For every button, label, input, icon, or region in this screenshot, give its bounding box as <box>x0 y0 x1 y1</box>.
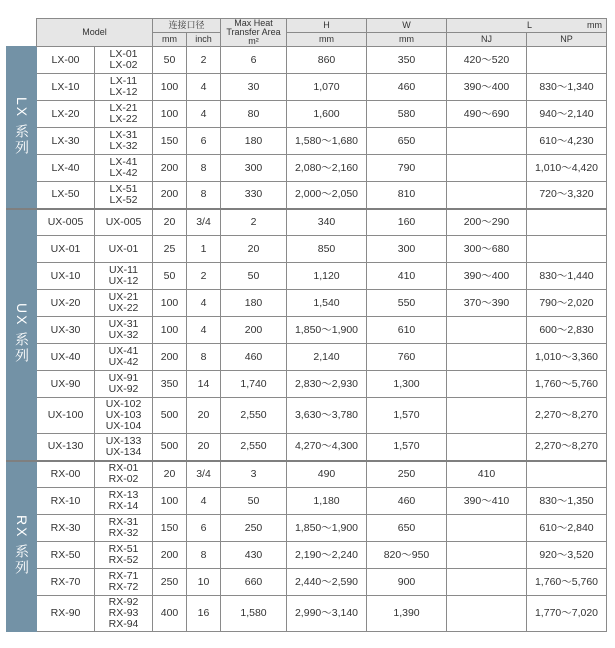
cell-inch: 16 <box>187 596 221 632</box>
submodel: UX-21 <box>108 291 139 303</box>
submodel: UX-22 <box>108 302 139 314</box>
cell-w: 460 <box>367 488 447 515</box>
cell-area: 2,550 <box>221 398 287 434</box>
submodel: LX-42 <box>109 167 138 179</box>
cell-nj: 390〜410 <box>447 488 527 515</box>
submodel: UX-01 <box>108 242 139 255</box>
cell-mm: 350 <box>153 371 187 398</box>
cell-h: 1,070 <box>287 74 367 101</box>
submodel: UX-32 <box>108 329 139 341</box>
cell-submodels <box>95 542 153 569</box>
cell-np <box>527 209 607 236</box>
cell-model: UX-10 <box>37 263 95 290</box>
cell-np: 1,760〜5,760 <box>527 569 607 596</box>
table-row <box>7 236 607 263</box>
submodel: UX-92 <box>108 383 139 395</box>
cell-h: 1,850〜1,900 <box>287 317 367 344</box>
header-area <box>221 19 287 47</box>
cell-submodels <box>95 434 153 461</box>
submodel: LX-31 <box>109 129 138 141</box>
submodel: RX-94 <box>108 618 139 630</box>
cell-model: LX-30 <box>37 128 95 155</box>
table-row <box>7 263 607 290</box>
header-h-unit: mm <box>287 33 367 47</box>
cell-area: 6 <box>221 47 287 74</box>
cell-inch: 20 <box>187 434 221 461</box>
submodel: UX-005 <box>105 215 142 228</box>
cell-area: 2 <box>221 209 287 236</box>
submodel: RX-93 <box>108 607 139 619</box>
submodel: UX-91 <box>108 372 139 384</box>
submodel: RX-31 <box>108 516 139 528</box>
cell-h: 2,000〜2,050 <box>287 182 367 209</box>
cell-area: 50 <box>221 263 287 290</box>
cell-nj <box>447 596 527 632</box>
corner-blank <box>7 19 37 47</box>
cell-mm: 200 <box>153 542 187 569</box>
cell-model: UX-130 <box>37 434 95 461</box>
cell-submodels <box>95 290 153 317</box>
cell-np: 790〜2,020 <box>527 290 607 317</box>
cell-mm: 200 <box>153 155 187 182</box>
cell-nj: 390〜400 <box>447 263 527 290</box>
cell-np: 610〜4,230 <box>527 128 607 155</box>
submodel: RX-51 <box>108 543 139 555</box>
header-w: W <box>367 19 447 33</box>
cell-submodels <box>95 461 153 488</box>
cell-np: 830〜1,350 <box>527 488 607 515</box>
cell-submodels <box>95 398 153 434</box>
cell-inch: 4 <box>187 290 221 317</box>
cell-h: 4,270〜4,300 <box>287 434 367 461</box>
submodel: UX-11 <box>109 264 138 276</box>
cell-np: 830〜1,440 <box>527 263 607 290</box>
cell-inch: 14 <box>187 371 221 398</box>
submodel: RX-13 <box>108 489 139 501</box>
cell-nj: 390〜400 <box>447 74 527 101</box>
series-label-text: RX 系列 <box>14 515 30 577</box>
table-row <box>7 155 607 182</box>
submodel: UX-104 <box>105 420 142 432</box>
series-label <box>7 461 37 632</box>
table-row <box>7 515 607 542</box>
cell-inch: 4 <box>187 317 221 344</box>
cell-np: 600〜2,830 <box>527 317 607 344</box>
cell-nj <box>447 434 527 461</box>
cell-w: 1,570 <box>367 398 447 434</box>
header-inch: inch <box>187 33 221 47</box>
cell-mm: 25 <box>153 236 187 263</box>
cell-h: 1,540 <box>287 290 367 317</box>
table-row <box>7 128 607 155</box>
submodel: LX-22 <box>109 113 138 125</box>
cell-area: 300 <box>221 155 287 182</box>
table-row <box>7 47 607 74</box>
table-row <box>7 461 607 488</box>
cell-submodels <box>95 344 153 371</box>
cell-inch: 8 <box>187 542 221 569</box>
header-l-unit: mm <box>587 20 602 30</box>
cell-area: 330 <box>221 182 287 209</box>
submodel: RX-01 <box>108 462 139 475</box>
cell-area: 1,740 <box>221 371 287 398</box>
cell-nj <box>447 128 527 155</box>
cell-w: 790 <box>367 155 447 182</box>
cell-nj: 420〜520 <box>447 47 527 74</box>
submodel: UX-133 <box>105 434 142 447</box>
cell-submodels <box>95 47 153 74</box>
cell-np: 720〜3,320 <box>527 182 607 209</box>
table-row <box>7 569 607 596</box>
cell-model: RX-00 <box>37 461 95 488</box>
cell-h: 490 <box>287 461 367 488</box>
submodel: RX-71 <box>108 570 139 582</box>
submodel: LX-12 <box>109 86 138 98</box>
cell-h: 1,580〜1,680 <box>287 128 367 155</box>
table-row <box>7 434 607 461</box>
cell-area: 660 <box>221 569 287 596</box>
cell-nj <box>447 371 527 398</box>
cell-nj <box>447 317 527 344</box>
cell-nj <box>447 182 527 209</box>
cell-w: 820〜950 <box>367 542 447 569</box>
cell-inch: 2 <box>187 263 221 290</box>
cell-np: 920〜3,520 <box>527 542 607 569</box>
cell-w: 1,300 <box>367 371 447 398</box>
submodel: RX-02 <box>108 473 139 486</box>
header-nj: NJ <box>447 33 527 47</box>
cell-inch: 6 <box>187 515 221 542</box>
cell-submodels <box>95 74 153 101</box>
cell-inch: 3/4 <box>187 209 221 236</box>
cell-nj: 410 <box>447 461 527 488</box>
cell-inch: 8 <box>187 344 221 371</box>
header-l-label: L <box>527 20 533 30</box>
cell-h: 2,080〜2,160 <box>287 155 367 182</box>
cell-inch: 4 <box>187 101 221 128</box>
table-row <box>7 542 607 569</box>
cell-area: 50 <box>221 488 287 515</box>
cell-submodels <box>95 128 153 155</box>
series-label <box>7 209 37 461</box>
cell-h: 1,180 <box>287 488 367 515</box>
cell-model: RX-70 <box>37 569 95 596</box>
cell-area: 2,550 <box>221 434 287 461</box>
submodel: LX-02 <box>109 59 138 71</box>
submodel: LX-41 <box>109 156 138 168</box>
submodel: RX-32 <box>108 527 139 539</box>
cell-mm: 250 <box>153 569 187 596</box>
cell-area: 460 <box>221 344 287 371</box>
cell-w: 160 <box>367 209 447 236</box>
cell-area: 200 <box>221 317 287 344</box>
cell-inch: 8 <box>187 155 221 182</box>
cell-model: RX-90 <box>37 596 95 632</box>
cell-w: 300 <box>367 236 447 263</box>
table-row <box>7 101 607 128</box>
header-w-unit: mm <box>367 33 447 47</box>
cell-submodels <box>95 263 153 290</box>
cell-mm: 200 <box>153 344 187 371</box>
submodel: LX-51 <box>109 182 138 195</box>
submodel: RX-92 <box>108 596 139 608</box>
cell-nj <box>447 569 527 596</box>
table-row <box>7 317 607 344</box>
cell-w: 650 <box>367 128 447 155</box>
cell-mm: 100 <box>153 488 187 515</box>
series-label-text: LX 系列 <box>14 97 30 157</box>
cell-np: 2,270〜8,270 <box>527 434 607 461</box>
submodel: RX-52 <box>108 554 139 566</box>
cell-nj: 370〜390 <box>447 290 527 317</box>
header-area-line1: Max Heat <box>234 18 273 28</box>
submodel: UX-12 <box>108 275 139 287</box>
cell-np <box>527 461 607 488</box>
cell-model: UX-01 <box>37 236 95 263</box>
cell-submodels <box>95 101 153 128</box>
cell-submodels <box>95 596 153 632</box>
table-row <box>7 488 607 515</box>
cell-area: 180 <box>221 290 287 317</box>
cell-h: 340 <box>287 209 367 236</box>
cell-model: LX-40 <box>37 155 95 182</box>
table-row <box>7 209 607 236</box>
cell-mm: 100 <box>153 317 187 344</box>
cell-submodels <box>95 371 153 398</box>
cell-area: 180 <box>221 128 287 155</box>
cell-model: UX-40 <box>37 344 95 371</box>
cell-w: 350 <box>367 47 447 74</box>
cell-submodels <box>95 515 153 542</box>
cell-h: 2,440〜2,590 <box>287 569 367 596</box>
cell-nj <box>447 155 527 182</box>
cell-model: RX-50 <box>37 542 95 569</box>
submodel: LX-21 <box>109 102 138 114</box>
cell-submodels <box>95 236 153 263</box>
cell-np <box>527 47 607 74</box>
submodel: RX-14 <box>108 500 139 512</box>
cell-submodels <box>95 569 153 596</box>
cell-h: 2,190〜2,240 <box>287 542 367 569</box>
submodel: UX-41 <box>108 345 139 357</box>
header-mm: mm <box>153 33 187 47</box>
cell-mm: 100 <box>153 74 187 101</box>
cell-mm: 400 <box>153 596 187 632</box>
header-l <box>447 19 607 33</box>
cell-area: 30 <box>221 74 287 101</box>
cell-w: 550 <box>367 290 447 317</box>
table-row <box>7 371 607 398</box>
header-diameter: 连接口径 <box>153 19 221 33</box>
cell-model: UX-100 <box>37 398 95 434</box>
cell-w: 1,390 <box>367 596 447 632</box>
cell-w: 410 <box>367 263 447 290</box>
cell-inch: 4 <box>187 74 221 101</box>
cell-nj: 200〜290 <box>447 209 527 236</box>
cell-inch: 3/4 <box>187 461 221 488</box>
submodel: LX-01 <box>109 48 138 60</box>
cell-np <box>527 236 607 263</box>
cell-model: UX-30 <box>37 317 95 344</box>
cell-h: 860 <box>287 47 367 74</box>
cell-nj <box>447 398 527 434</box>
cell-w: 760 <box>367 344 447 371</box>
cell-inch: 6 <box>187 128 221 155</box>
submodel: LX-32 <box>109 140 138 152</box>
table-body <box>7 47 607 632</box>
cell-nj <box>447 542 527 569</box>
cell-nj <box>447 515 527 542</box>
cell-mm: 150 <box>153 515 187 542</box>
cell-nj: 300〜680 <box>447 236 527 263</box>
series-label <box>7 47 37 209</box>
spec-table <box>6 18 607 632</box>
cell-mm: 20 <box>153 209 187 236</box>
cell-model: UX-005 <box>37 209 95 236</box>
cell-h: 850 <box>287 236 367 263</box>
cell-mm: 500 <box>153 434 187 461</box>
cell-mm: 20 <box>153 461 187 488</box>
cell-np: 1,760〜5,760 <box>527 371 607 398</box>
cell-w: 460 <box>367 74 447 101</box>
cell-area: 250 <box>221 515 287 542</box>
submodel: LX-52 <box>109 193 138 206</box>
cell-h: 2,830〜2,930 <box>287 371 367 398</box>
cell-inch: 2 <box>187 47 221 74</box>
header-h: H <box>287 19 367 33</box>
cell-h: 1,600 <box>287 101 367 128</box>
cell-model: LX-10 <box>37 74 95 101</box>
cell-mm: 50 <box>153 47 187 74</box>
cell-model: UX-90 <box>37 371 95 398</box>
cell-h: 1,120 <box>287 263 367 290</box>
cell-area: 1,580 <box>221 596 287 632</box>
cell-w: 580 <box>367 101 447 128</box>
cell-inch: 20 <box>187 398 221 434</box>
cell-model: LX-20 <box>37 101 95 128</box>
cell-h: 2,140 <box>287 344 367 371</box>
cell-np: 830〜1,340 <box>527 74 607 101</box>
cell-mm: 100 <box>153 290 187 317</box>
cell-w: 900 <box>367 569 447 596</box>
cell-np: 610〜2,840 <box>527 515 607 542</box>
cell-w: 610 <box>367 317 447 344</box>
cell-submodels <box>95 488 153 515</box>
cell-w: 810 <box>367 182 447 209</box>
table-row <box>7 344 607 371</box>
cell-mm: 500 <box>153 398 187 434</box>
cell-model: LX-50 <box>37 182 95 209</box>
cell-mm: 150 <box>153 128 187 155</box>
cell-nj <box>447 344 527 371</box>
header-area-line2: Transfer Area <box>226 27 281 37</box>
submodel: UX-102 <box>105 398 142 410</box>
header-model: Model <box>37 19 153 47</box>
cell-w: 650 <box>367 515 447 542</box>
cell-mm: 50 <box>153 263 187 290</box>
cell-model: LX-00 <box>37 47 95 74</box>
cell-mm: 100 <box>153 101 187 128</box>
cell-inch: 10 <box>187 569 221 596</box>
cell-inch: 8 <box>187 182 221 209</box>
cell-area: 430 <box>221 542 287 569</box>
cell-np: 940〜2,140 <box>527 101 607 128</box>
table-row <box>7 398 607 434</box>
cell-np: 2,270〜8,270 <box>527 398 607 434</box>
submodel: UX-42 <box>108 356 139 368</box>
cell-w: 250 <box>367 461 447 488</box>
cell-inch: 4 <box>187 488 221 515</box>
cell-w: 1,570 <box>367 434 447 461</box>
table-row <box>7 290 607 317</box>
submodel: UX-103 <box>105 409 142 421</box>
submodel: UX-134 <box>105 445 142 458</box>
table-row <box>7 182 607 209</box>
series-label-text: UX 系列 <box>14 303 30 365</box>
cell-inch: 1 <box>187 236 221 263</box>
cell-model: UX-20 <box>37 290 95 317</box>
cell-submodels <box>95 209 153 236</box>
cell-model: RX-30 <box>37 515 95 542</box>
submodel: LX-11 <box>109 75 138 87</box>
cell-h: 1,850〜1,900 <box>287 515 367 542</box>
cell-h: 3,630〜3,780 <box>287 398 367 434</box>
cell-np: 1,010〜3,360 <box>527 344 607 371</box>
cell-area: 20 <box>221 236 287 263</box>
cell-nj: 490〜690 <box>447 101 527 128</box>
cell-submodels <box>95 155 153 182</box>
table-row <box>7 74 607 101</box>
cell-submodels <box>95 317 153 344</box>
cell-np: 1,770〜7,020 <box>527 596 607 632</box>
header-np: NP <box>527 33 607 47</box>
cell-model: RX-10 <box>37 488 95 515</box>
table-row <box>7 596 607 632</box>
header-area-unit: m² <box>248 36 259 46</box>
cell-h: 2,990〜3,140 <box>287 596 367 632</box>
cell-mm: 200 <box>153 182 187 209</box>
cell-submodels <box>95 182 153 209</box>
cell-np: 1,010〜4,420 <box>527 155 607 182</box>
submodel: RX-72 <box>108 581 139 593</box>
cell-area: 3 <box>221 461 287 488</box>
cell-area: 80 <box>221 101 287 128</box>
submodel: UX-31 <box>108 318 139 330</box>
